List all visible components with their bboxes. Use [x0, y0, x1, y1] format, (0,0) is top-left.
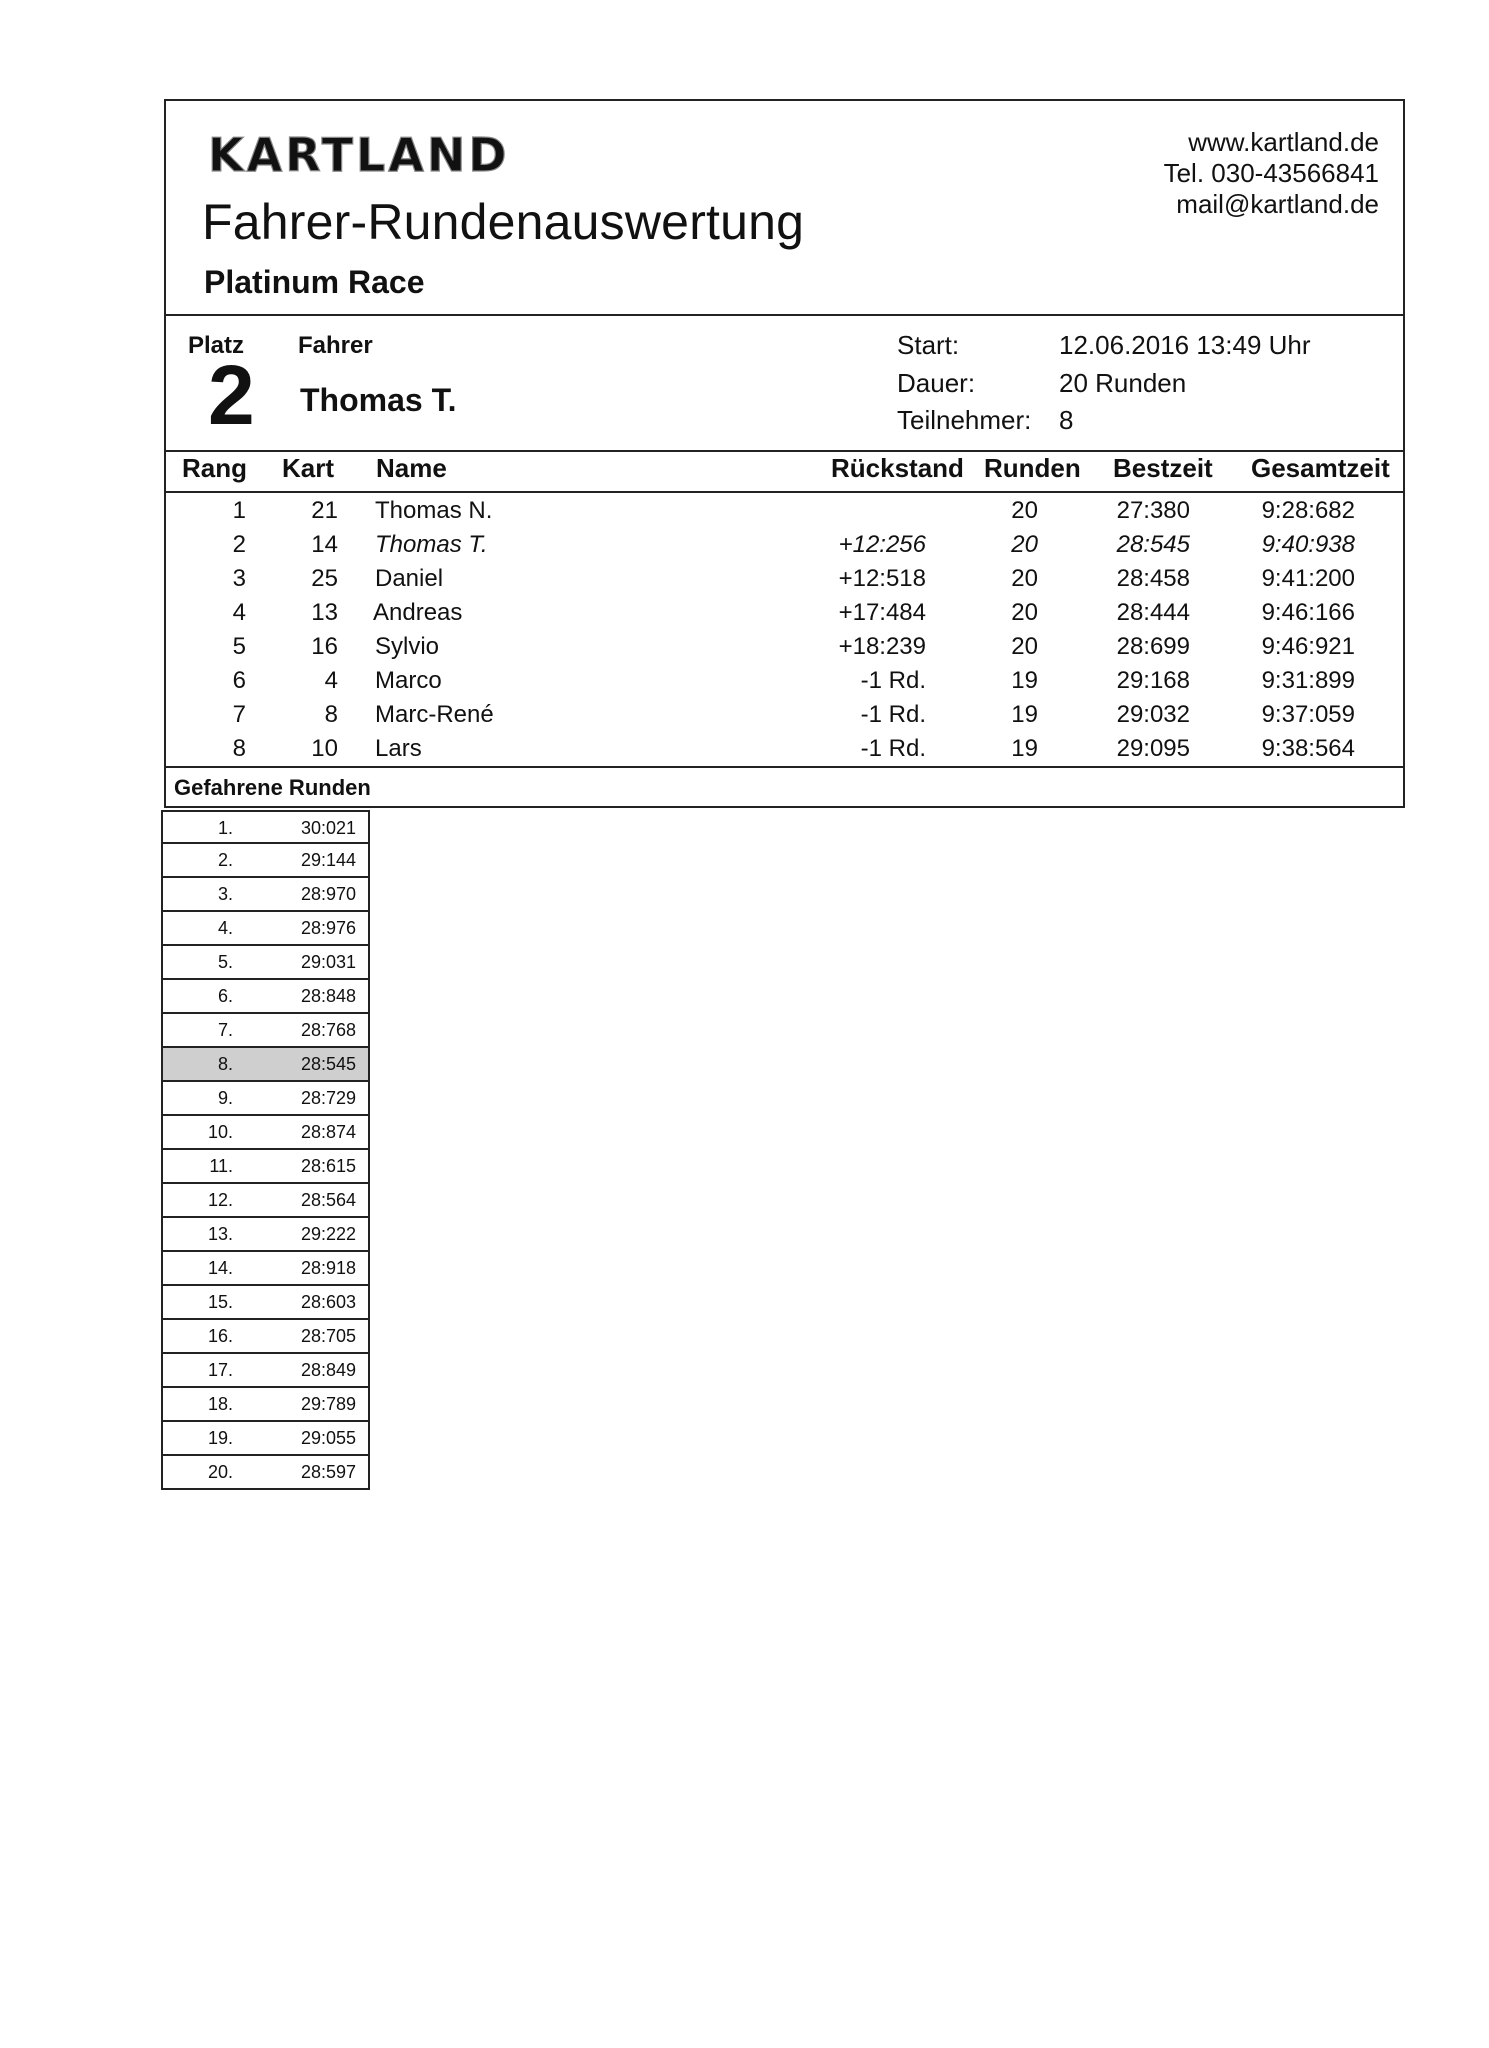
- cell-best: 28:545: [1116, 531, 1190, 558]
- cell-name: Daniel: [375, 565, 444, 592]
- col-header-gap: Rückstand: [831, 453, 964, 483]
- participants-value: 8: [1059, 405, 1074, 435]
- lap-time: 28:603: [300, 1292, 356, 1312]
- cell-gap: +18:239: [838, 633, 926, 660]
- cell-total: 9:28:682: [1261, 497, 1355, 524]
- divider: [166, 314, 1403, 316]
- lap-row: [161, 1388, 370, 1422]
- start-label: Start:: [897, 330, 960, 360]
- cell-kart: 21: [311, 497, 338, 524]
- cell-rank: 2: [232, 531, 246, 558]
- cell-kart: 14: [311, 531, 338, 558]
- lap-time: 28:545: [300, 1054, 356, 1074]
- cell-kart: 25: [311, 565, 338, 592]
- lap-number: 10.: [207, 1122, 233, 1142]
- cell-rank: 1: [232, 497, 246, 524]
- cell-name: Marco: [375, 667, 442, 694]
- table-row: [166, 664, 1403, 698]
- cell-kart: 8: [324, 701, 338, 728]
- lap-number: 12.: [207, 1190, 233, 1210]
- lap-row: [161, 912, 370, 946]
- table-row: [166, 630, 1403, 664]
- lap-number: 20.: [207, 1462, 233, 1482]
- col-header-best: Bestzeit: [1113, 453, 1213, 483]
- lap-time: 29:055: [300, 1428, 356, 1448]
- lap-row: [161, 1252, 370, 1286]
- start-value: 12.06.2016 13:49 Uhr: [1059, 330, 1311, 360]
- cell-total: 9:37:059: [1261, 701, 1355, 728]
- table-row-selected-driver: [166, 528, 1403, 562]
- lap-number: 11.: [209, 1156, 233, 1176]
- cell-total: 9:38:564: [1261, 735, 1355, 762]
- lap-number: 1.: [217, 818, 233, 838]
- participants-label: Teilnehmer:: [897, 405, 1032, 435]
- cell-rank: 7: [232, 701, 246, 728]
- cell-laps: 20: [1011, 565, 1038, 592]
- lap-row: [161, 1082, 370, 1116]
- cell-rank: 3: [232, 565, 246, 592]
- divider: [166, 766, 1403, 768]
- lap-time: 28:918: [300, 1258, 356, 1278]
- cell-best: 29:095: [1116, 735, 1190, 762]
- table-row: [166, 732, 1403, 766]
- cell-name: Thomas N.: [375, 497, 493, 524]
- lap-time: 28:564: [300, 1190, 356, 1210]
- lap-number: 3.: [217, 884, 233, 904]
- lap-number: 17.: [207, 1360, 233, 1380]
- table-row: [166, 494, 1403, 528]
- cell-kart: 10: [311, 735, 338, 762]
- cell-gap: -1 Rd.: [860, 667, 926, 694]
- lap-time: 29:789: [300, 1394, 356, 1414]
- divider: [166, 450, 1403, 452]
- lap-row: [161, 1150, 370, 1184]
- lap-row: [161, 980, 370, 1014]
- cell-gap: +17:484: [838, 599, 926, 626]
- cell-best: 28:458: [1116, 565, 1190, 592]
- col-header-rank: Rang: [182, 453, 247, 483]
- lap-time: 28:597: [300, 1462, 356, 1482]
- lap-number: 7.: [217, 1020, 233, 1040]
- website-link[interactable]: www.kartland.de: [1188, 127, 1379, 157]
- lap-time: 28:848: [300, 986, 356, 1006]
- lap-number: 13.: [207, 1224, 233, 1244]
- lap-row: [161, 1184, 370, 1218]
- table-row: [166, 698, 1403, 732]
- col-header-laps: Runden: [984, 453, 1081, 483]
- cell-total: 9:46:166: [1261, 599, 1355, 626]
- cell-laps: 20: [1011, 633, 1038, 660]
- cell-rank: 4: [232, 599, 246, 626]
- lap-number: 16.: [207, 1326, 233, 1346]
- lap-number: 5.: [217, 952, 233, 972]
- lap-row: [161, 1320, 370, 1354]
- lap-number: 18.: [207, 1394, 233, 1414]
- lap-time: 28:729: [300, 1088, 356, 1108]
- kartland-logo-graphic: [206, 133, 626, 177]
- cell-best: 28:699: [1116, 633, 1190, 660]
- cell-rank: 8: [232, 735, 246, 762]
- lap-row: [161, 844, 370, 878]
- contact-block: [1164, 127, 1379, 220]
- cell-name: Thomas T.: [375, 531, 488, 558]
- duration-value: 20 Runden: [1059, 368, 1187, 398]
- cell-kart: 13: [311, 599, 338, 626]
- cell-gap: +12:518: [838, 565, 926, 592]
- cell-laps: 20: [1011, 497, 1038, 524]
- phone-number: Tel. 030-43566841: [1163, 158, 1379, 188]
- cell-name: Marc-René: [375, 701, 494, 728]
- lap-row: [161, 1014, 370, 1048]
- lap-row: [161, 1456, 370, 1490]
- document-title: Fahrer-Rundenauswertung: [202, 194, 805, 250]
- driver-label: Fahrer: [298, 332, 373, 359]
- cell-total: 9:40:938: [1261, 531, 1355, 558]
- lap-time: 28:849: [300, 1360, 356, 1380]
- report-frame: [164, 99, 1405, 808]
- lap-number: 4.: [217, 918, 233, 938]
- cell-kart: 4: [324, 667, 338, 694]
- cell-laps: 19: [1011, 667, 1038, 694]
- cell-total: 9:41:200: [1261, 565, 1355, 592]
- cell-kart: 16: [311, 633, 338, 660]
- svg-text:KARTLAND: KARTLAND: [208, 133, 510, 177]
- kartland-logo: [206, 133, 626, 177]
- table-row: [166, 596, 1403, 630]
- email-link[interactable]: mail@kartland.de: [1176, 189, 1379, 219]
- lap-row: [161, 946, 370, 980]
- cell-total: 9:31:899: [1261, 667, 1355, 694]
- lap-time: 29:222: [300, 1224, 356, 1244]
- cell-name: Andreas: [373, 599, 463, 626]
- lap-row: [161, 1116, 370, 1150]
- cell-laps: 20: [1011, 599, 1038, 626]
- lap-time: 30:021: [300, 818, 356, 838]
- lap-list: [161, 810, 370, 1490]
- cell-best: 28:444: [1116, 599, 1190, 626]
- lap-row: [161, 810, 370, 844]
- cell-laps: 20: [1011, 531, 1038, 558]
- cell-rank: 5: [232, 633, 246, 660]
- cell-best: 29:168: [1116, 667, 1190, 694]
- cell-total: 9:46:921: [1261, 633, 1355, 660]
- lap-time: 28:705: [300, 1326, 356, 1346]
- place-number: 2: [208, 348, 255, 442]
- lap-number: 19.: [207, 1428, 233, 1448]
- lap-number: 6.: [217, 986, 233, 1006]
- cell-gap: -1 Rd.: [860, 701, 926, 728]
- laps-section-title: Gefahrene Runden: [174, 775, 371, 800]
- cell-gap: -1 Rd.: [860, 735, 926, 762]
- col-header-name: Name: [376, 453, 447, 483]
- cell-name: Lars: [375, 735, 422, 762]
- place-label: Platz: [188, 332, 245, 359]
- cell-gap: +12:256: [838, 531, 926, 558]
- cell-best: 27:380: [1116, 497, 1190, 524]
- lap-time: 28:874: [300, 1122, 356, 1142]
- lap-row: [161, 1218, 370, 1252]
- driver-name: Thomas T.: [300, 382, 457, 418]
- lap-number: 2.: [217, 850, 233, 870]
- cell-rank: 6: [232, 667, 246, 694]
- lap-time: 28:976: [300, 918, 356, 938]
- lap-number: 14.: [207, 1258, 233, 1278]
- lap-row: [161, 1354, 370, 1388]
- lap-number: 15.: [207, 1292, 233, 1312]
- cell-laps: 19: [1011, 735, 1038, 762]
- divider: [166, 491, 1403, 493]
- lap-time: 28:615: [300, 1156, 356, 1176]
- lap-number: 8.: [217, 1054, 233, 1074]
- cell-laps: 19: [1011, 701, 1038, 728]
- lap-row: [161, 1422, 370, 1456]
- cell-best: 29:032: [1116, 701, 1190, 728]
- lap-row-best: [161, 1048, 370, 1082]
- lap-time: 29:144: [300, 850, 356, 870]
- col-header-total: Gesamtzeit: [1251, 453, 1390, 483]
- col-header-kart: Kart: [282, 453, 335, 483]
- lap-time: 29:031: [300, 952, 356, 972]
- duration-label: Dauer:: [897, 368, 976, 398]
- lap-time: 28:970: [300, 884, 356, 904]
- lap-time: 28:768: [300, 1020, 356, 1040]
- race-name: Platinum Race: [204, 264, 425, 300]
- lap-number: 9.: [217, 1088, 233, 1108]
- table-row: [166, 562, 1403, 596]
- lap-row: [161, 878, 370, 912]
- lap-row: [161, 1286, 370, 1320]
- cell-name: Sylvio: [375, 633, 440, 660]
